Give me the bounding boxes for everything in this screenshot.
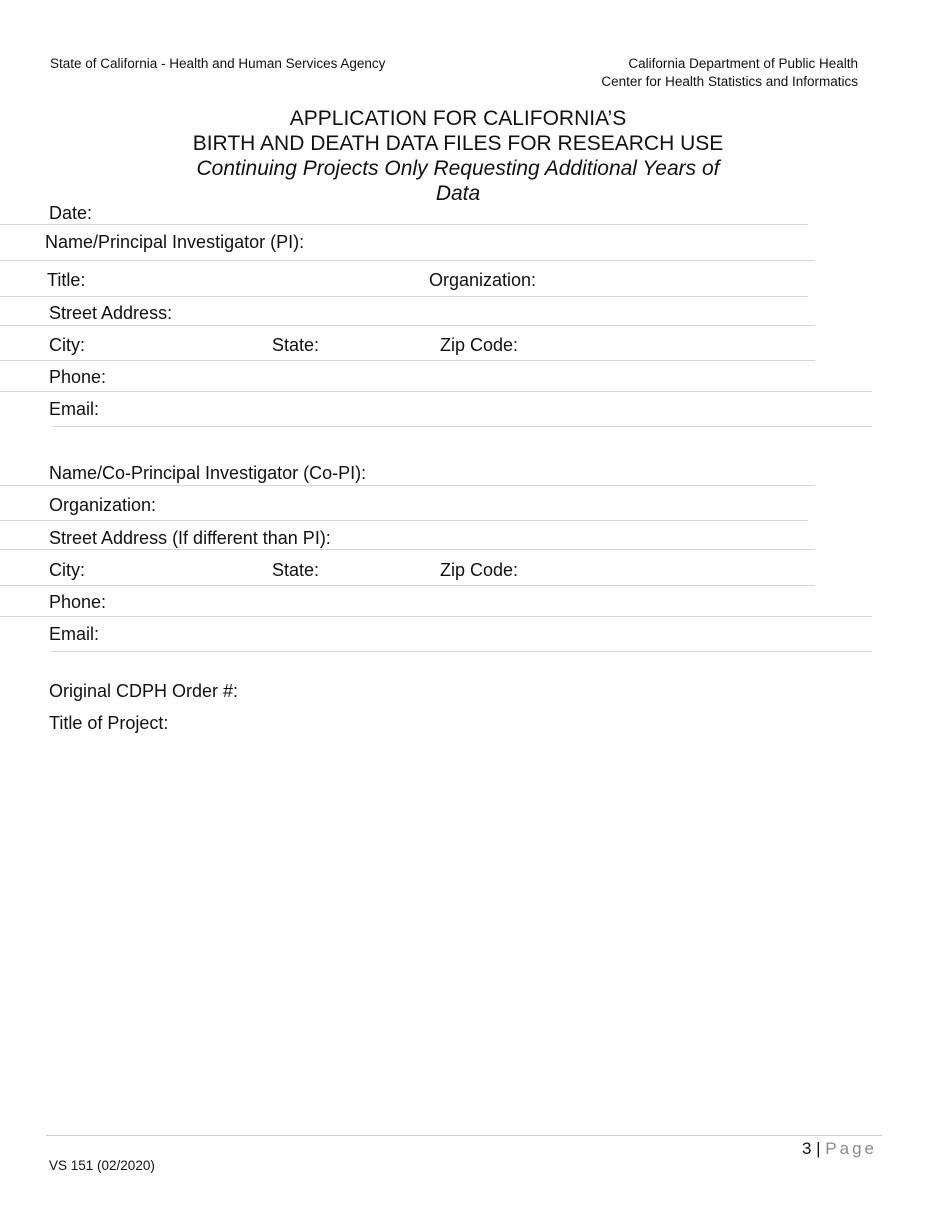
- pi-title-field-line[interactable]: [0, 296, 808, 297]
- copi-phone-label: Phone:: [49, 592, 107, 612]
- copi-organization-field-line[interactable]: [0, 520, 808, 521]
- pi-email-field-line[interactable]: [52, 426, 872, 427]
- footer-divider: [46, 1135, 882, 1136]
- copi-street-field-line[interactable]: [0, 549, 815, 550]
- pi-phone-label: Phone:: [49, 367, 107, 387]
- date-field-line[interactable]: [0, 224, 808, 225]
- form-title-line1: APPLICATION FOR CALIFORNIA’S: [289, 107, 627, 130]
- copi-name-field-line[interactable]: [0, 485, 815, 486]
- form-subtitle-line2: Data: [435, 182, 481, 205]
- form-code: VS 151 (02/2020): [49, 1158, 155, 1173]
- copi-organization-label: Organization:: [49, 495, 157, 515]
- project-title-label: Title of Project:: [49, 713, 169, 733]
- page-separator: |: [816, 1139, 821, 1158]
- copi-zip-label: Zip Code:: [440, 560, 519, 580]
- form-subtitle-line1: Continuing Projects Only Requesting Additional Years of: [196, 157, 720, 180]
- copi-street-label: Street Address (If different than PI):: [49, 528, 331, 548]
- pi-city-field-line[interactable]: [0, 360, 815, 361]
- form-title-line2: BIRTH AND DEATH DATA FILES FOR RESEARCH USE: [192, 132, 724, 155]
- copi-city-label: City:: [49, 560, 85, 580]
- pi-phone-field-line[interactable]: [0, 391, 872, 392]
- page-word: Page: [825, 1139, 877, 1158]
- copi-name-label: Name/Co-Principal Investigator (Co-PI):: [49, 463, 367, 483]
- copi-state-label: State:: [272, 560, 320, 580]
- page-indicator: [802, 1139, 877, 1159]
- pi-street-label: Street Address:: [49, 303, 173, 323]
- copi-phone-field-line[interactable]: [0, 616, 872, 617]
- pi-email-label: Email:: [49, 399, 100, 419]
- pi-zip-label: Zip Code:: [440, 335, 519, 355]
- cdph-order-label: Original CDPH Order #:: [49, 681, 239, 701]
- copi-city-field-line[interactable]: [0, 585, 815, 586]
- copi-email-label: Email:: [49, 624, 100, 644]
- date-label: Date:: [49, 203, 93, 223]
- pi-state-label: State:: [272, 335, 320, 355]
- pi-street-field-line[interactable]: [0, 325, 815, 326]
- pi-name-label: Name/Principal Investigator (PI):: [45, 232, 305, 252]
- header-center: Center for Health Statistics and Informatics: [601, 74, 858, 89]
- page-number: 3: [801, 1139, 812, 1158]
- header-department: California Department of Public Health: [628, 56, 858, 71]
- pi-title-label: Title:: [47, 270, 86, 290]
- copi-email-field-line[interactable]: [52, 651, 872, 652]
- pi-organization-label: Organization:: [429, 270, 537, 290]
- pi-name-field-line[interactable]: [0, 260, 815, 261]
- header-agency: State of California - Health and Human Services Agency: [50, 56, 386, 71]
- pi-city-label: City:: [49, 335, 85, 355]
